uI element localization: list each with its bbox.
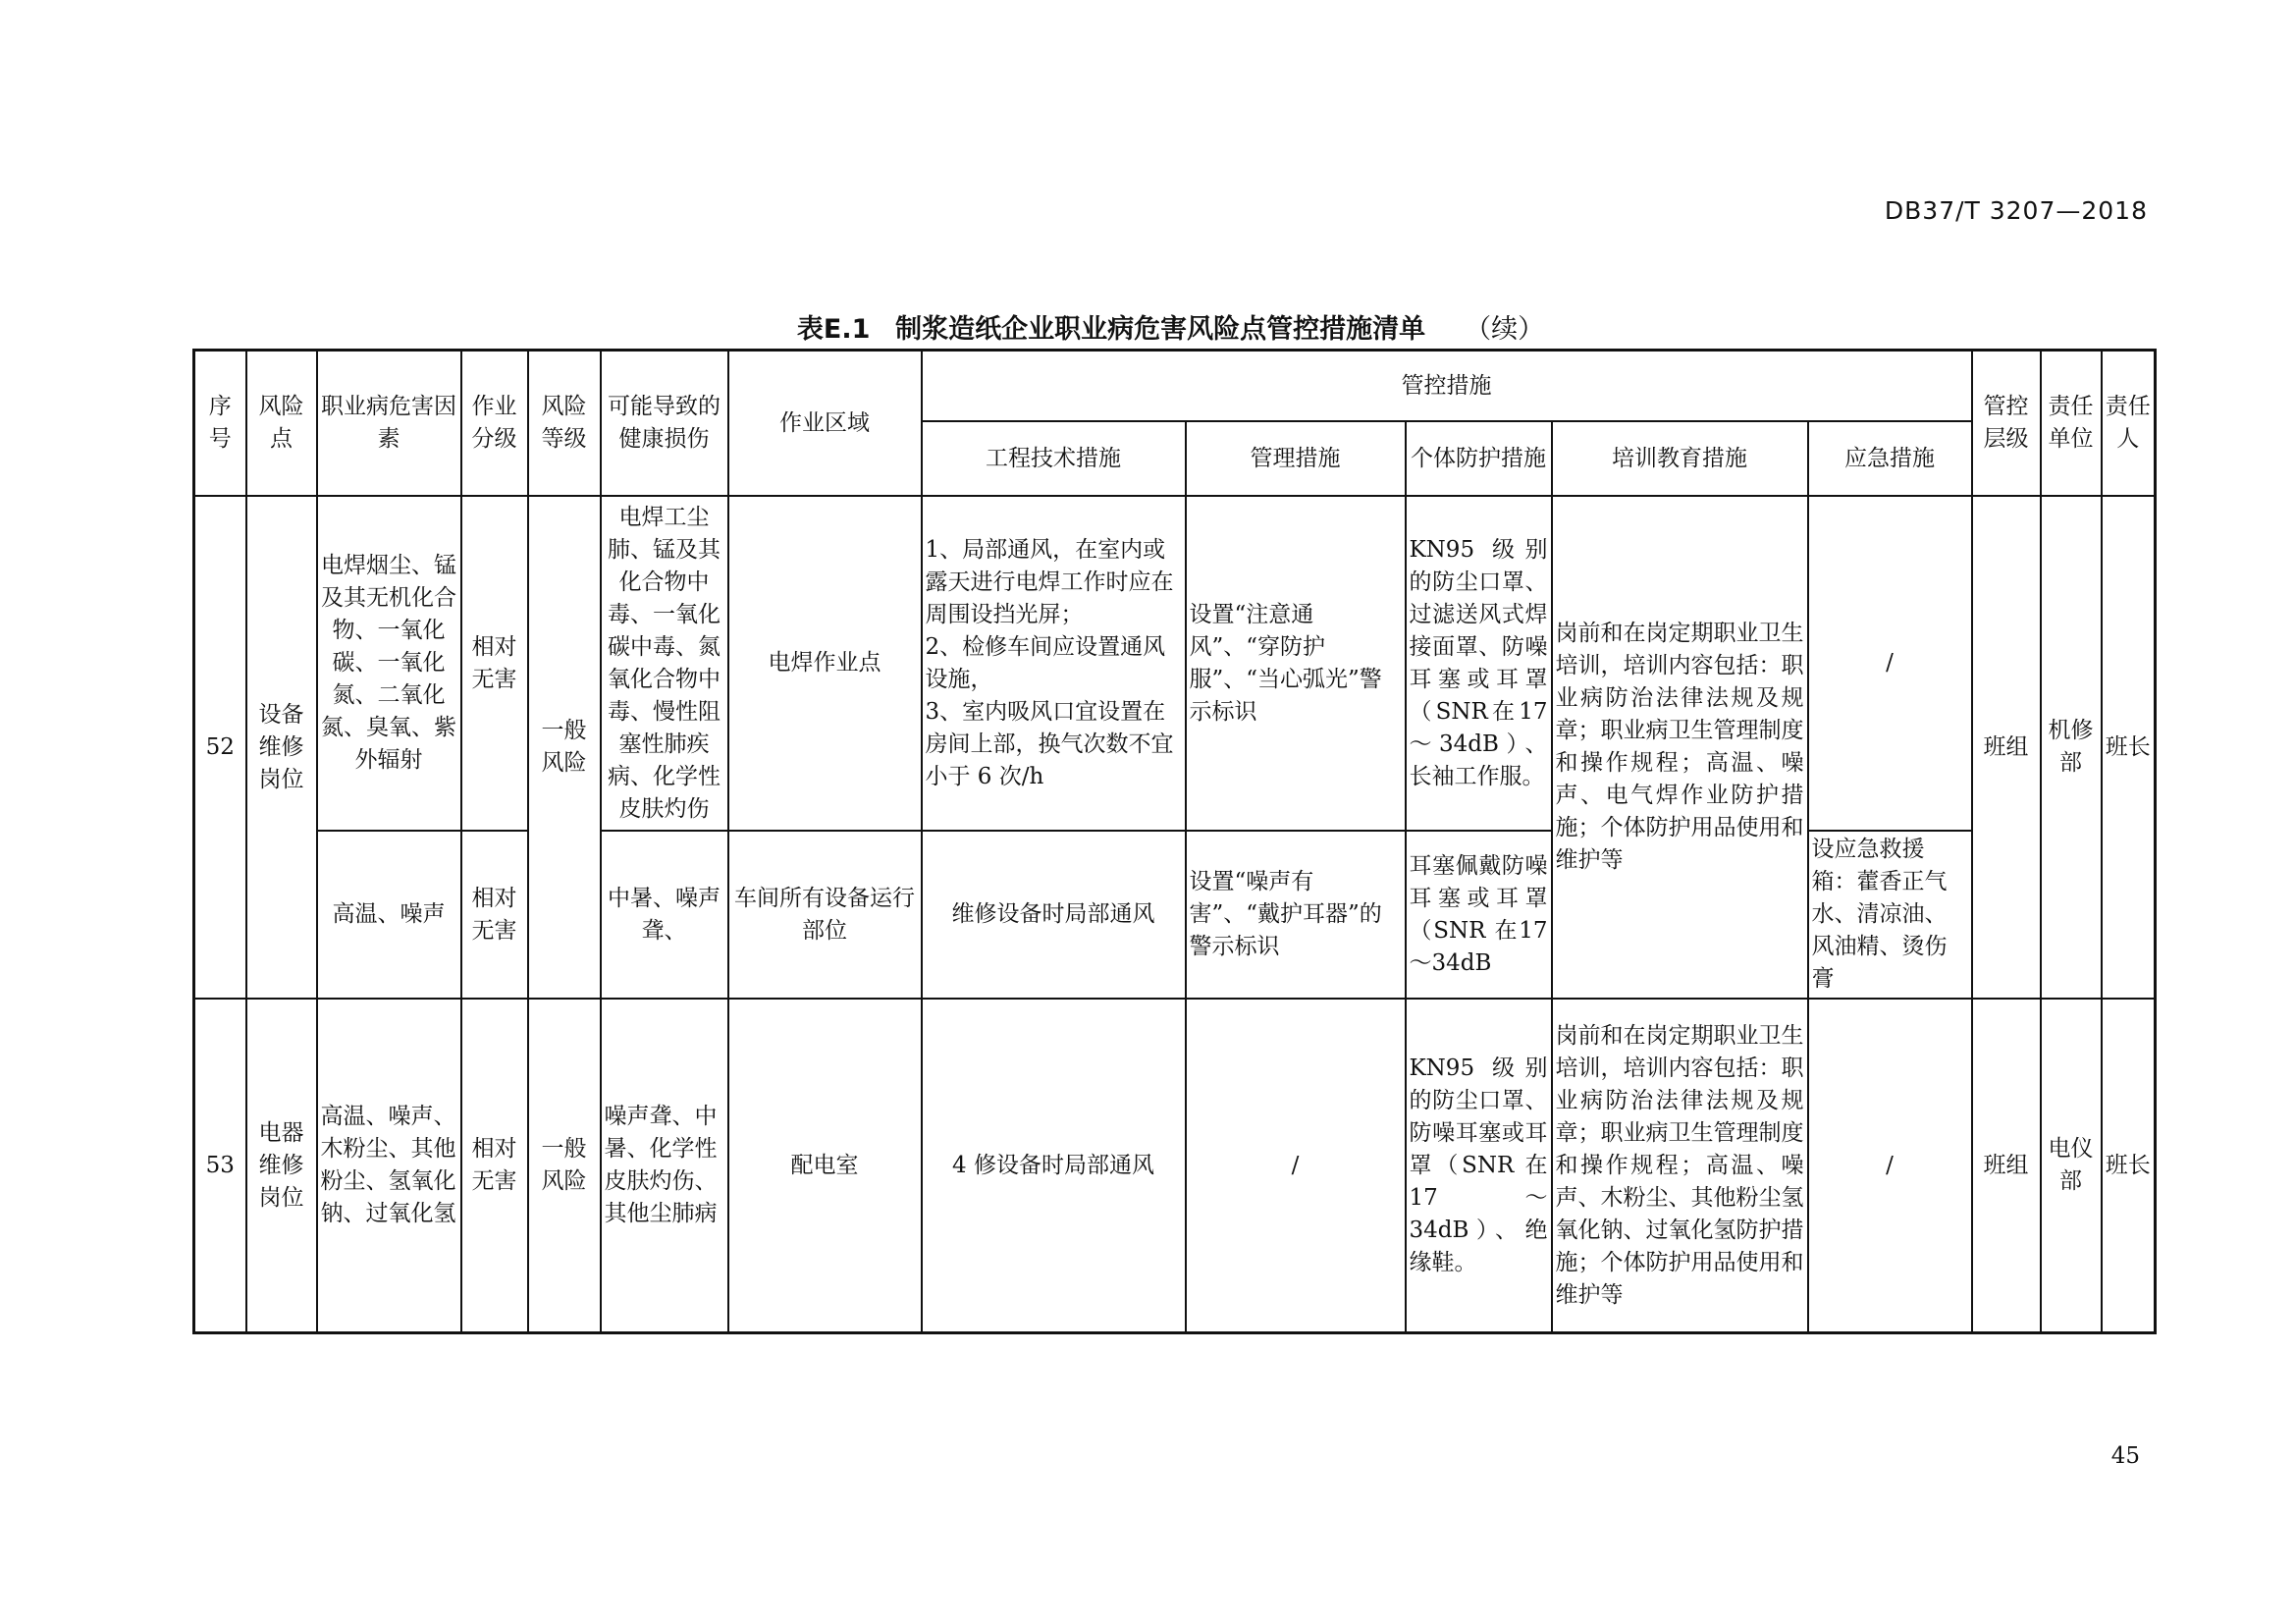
table-continued-label: （续） (1465, 314, 1545, 345)
row-risk-point: 电器维修岗位 (246, 999, 317, 1333)
table-header-row (194, 351, 2156, 422)
header-engineering: 工程技术措施 (922, 421, 1186, 496)
header-work-area: 作业区域 (728, 351, 922, 497)
row-health-damage: 噪声聋、中暑、化学性皮肤灼伤、其他尘肺病 (601, 999, 728, 1333)
row-resp-unit: 机修部 (2041, 496, 2102, 999)
row-hazard-factor: 高温、噪声 (317, 831, 461, 999)
row-resp-person: 班长 (2102, 496, 2156, 999)
row-management: / (1186, 999, 1406, 1333)
row-control-level: 班组 (1972, 496, 2041, 999)
table-number: 表E.1 (796, 314, 871, 345)
row-health-damage: 电焊工尘肺、锰及其化合物中毒、一氧化碳中毒、氮氧化合物中毒、慢性阻塞性肺疾病、化学性皮肤灼伤 (601, 496, 728, 831)
row-training: 岗前和在岗定期职业卫生培训，培训内容包括：职业病防治法律法规及规章；职业病卫生管理制度和操作规程；高温、噪声、木粉尘、其他粉尘氢氧化钠、过氧化氢防护措施；个体防护用品使用和维护等 (1552, 999, 1808, 1333)
row-health-damage: 中暑、噪声聋、 (601, 831, 728, 999)
header-personal-protection: 个体防护措施 (1406, 421, 1552, 496)
header-work-class: 作业分级 (461, 351, 528, 497)
row-personal-protection: KN95 级别的防尘口罩、过滤送风式焊接面罩、防噪耳塞或耳罩（SNR在17～34dB）、长袖工作服。 (1406, 496, 1552, 831)
document-code: DB37/T 3207—2018 (1884, 196, 2148, 225)
header-emergency: 应急措施 (1808, 421, 1972, 496)
row-work-class: 相对无害 (461, 831, 528, 999)
header-health-damage: 可能导致的健康损伤 (601, 351, 728, 497)
row-risk-level: 一般风险 (528, 999, 601, 1333)
table-row (194, 496, 2156, 831)
row-resp-person: 班长 (2102, 999, 2156, 1333)
table-caption (192, 307, 2149, 346)
row-work-area: 配电室 (728, 999, 922, 1333)
row-engineering: 维修设备时局部通风 (922, 831, 1186, 999)
row-work-area: 车间所有设备运行部位 (728, 831, 922, 999)
header-hazard-factor: 职业病危害因素 (317, 351, 461, 497)
header-resp-person: 责任人 (2102, 351, 2156, 497)
row-engineering: 1、局部通风，在室内或露天进行电焊工作时应在周围设挡光屏； 2、检修车间应设置通风设施， 3、室内吸风口宜设置在房间上部，换气次数不宜小于 6 次/h (922, 496, 1186, 831)
row-personal-protection: KN95 级别的防尘口罩、防噪耳塞或耳罩（SNR 在17～34dB）、绝缘鞋。 (1406, 999, 1552, 1333)
row-control-level: 班组 (1972, 999, 2041, 1333)
header-management: 管理措施 (1186, 421, 1406, 496)
row-emergency: / (1808, 496, 1972, 831)
row-risk-level: 一般风险 (528, 496, 601, 999)
header-resp-unit: 责任单位 (2041, 351, 2102, 497)
row-work-class: 相对无害 (461, 999, 528, 1333)
row-emergency: / (1808, 999, 1972, 1333)
row-risk-point: 设备维修岗位 (246, 496, 317, 999)
header-risk-point: 风险点 (246, 351, 317, 497)
row-training: 岗前和在岗定期职业卫生培训，培训内容包括：职业病防治法律法规及规章；职业病卫生管理制度和操作规程；高温、噪声、电气焊作业防护措施；个体防护用品使用和维护等 (1552, 496, 1808, 999)
header-control-level: 管控层级 (1972, 351, 2041, 497)
row-seq: 52 (194, 496, 246, 999)
table-title: 制浆造纸企业职业病危害风险点管控措施清单 (895, 314, 1426, 345)
row-seq: 53 (194, 999, 246, 1333)
row-work-class: 相对无害 (461, 496, 528, 831)
header-control-measures: 管控措施 (922, 351, 1972, 422)
header-training: 培训教育措施 (1552, 421, 1808, 496)
table-row (194, 831, 2156, 999)
row-emergency: 设应急救援箱：藿香正气水、清凉油、风油精、烫伤膏 (1808, 831, 1972, 999)
row-work-area: 电焊作业点 (728, 496, 922, 831)
row-hazard-factor: 高温、噪声、木粉尘、其他粉尘、氢氧化钠、过氧化氢 (317, 999, 461, 1333)
header-risk-level: 风险等级 (528, 351, 601, 497)
page-number: 45 (2110, 1443, 2140, 1469)
row-hazard-factor: 电焊烟尘、锰及其无机化合物、一氧化碳、一氧化氮、二氧化氮、臭氧、紫外辐射 (317, 496, 461, 831)
row-management: 设置“注意通风”、“穿防护服”、“当心弧光”警示标识 (1186, 496, 1406, 831)
table-row (194, 999, 2156, 1333)
row-engineering: 4 修设备时局部通风 (922, 999, 1186, 1333)
header-seq: 序号 (194, 351, 246, 497)
risk-control-table (192, 349, 2157, 1334)
row-management: 设置“噪声有害”、“戴护耳器”的警示标识 (1186, 831, 1406, 999)
row-personal-protection: 耳塞佩戴防噪耳塞或耳罩（SNR 在17～34dB (1406, 831, 1552, 999)
row-resp-unit: 电仪部 (2041, 999, 2102, 1333)
